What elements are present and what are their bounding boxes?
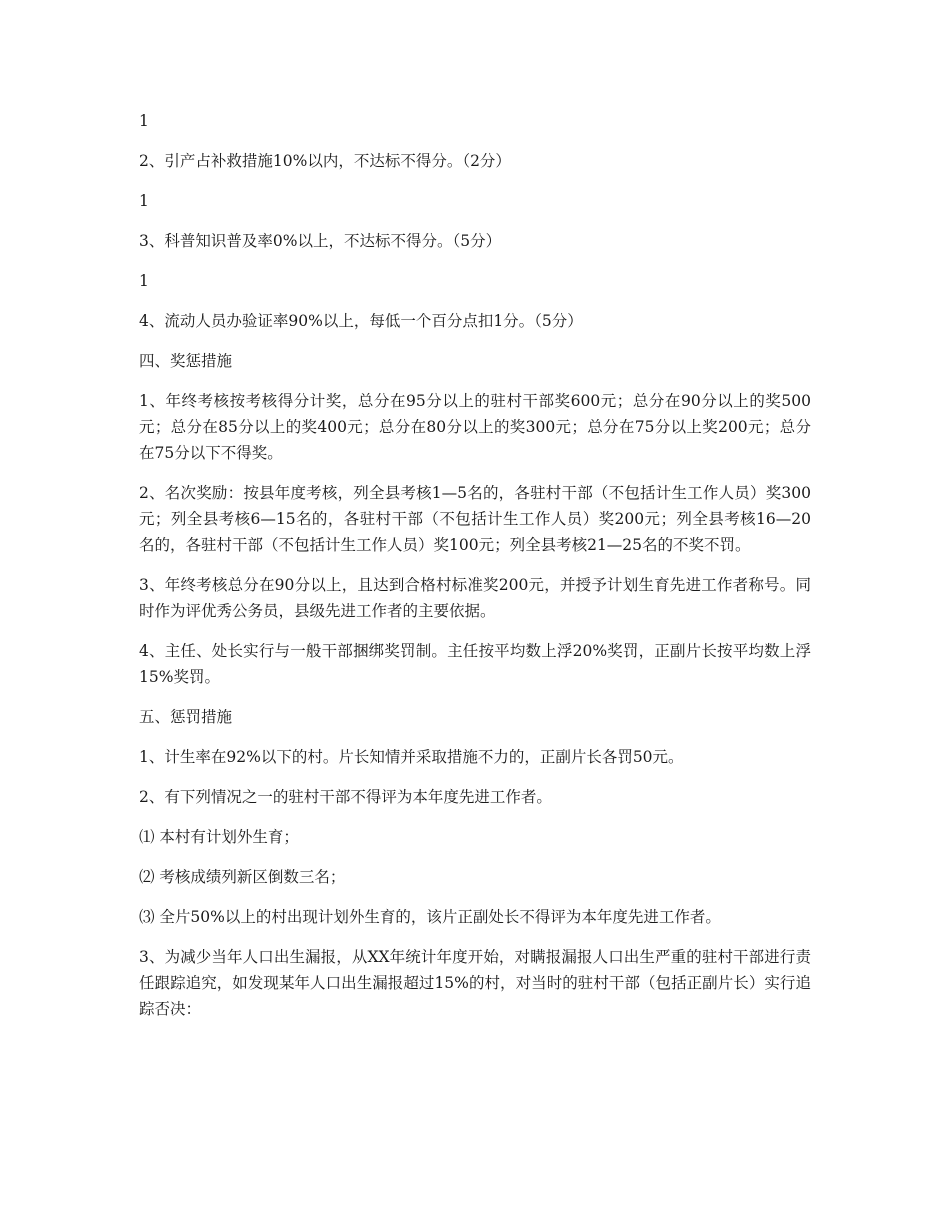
penalty-underreporting: 3、为减少当年人口出生漏报，从XX年统计年度开始，对瞒报漏报人口出生严重的驻村干部进行责任跟踪追究，如发现某年人口出生漏报超过15%的村，对当时的驻村干部（包括正副片长）实行追踪否决： [139, 948, 811, 1018]
criterion-floating-population: 4、流动人员办验证率90%以上，每低一个百分点扣1分。（5分） [139, 312, 583, 330]
page-number-marker: 1 [139, 272, 149, 290]
criterion-science-knowledge: 3、科普知识普及率0%以上，不达标不得分。（5分） [139, 232, 502, 250]
document-page [139, 108, 811, 1036]
page-number-marker: 1 [139, 112, 149, 130]
penalty-item-2: ⑵ 考核成绩列新区倒数三名； [139, 868, 346, 886]
reward-ranking: 2、名次奖励：按县年度考核，列全县考核1—5名的，各驻村干部（不包括计生工作人员）奖300元；列全县考核6—15名的，各驻村干部（不包括计生工作人员）奖200元；列全县考核16—20名的，各驻村干部（不包括计生工作人员）奖100元；列全县考核21—25名的不奖不罚。 [139, 484, 811, 554]
reward-annual-score: 1、年终考核按考核得分计奖，总分在95分以上的驻村干部奖600元；总分在90分以上的奖500元；总分在85分以上的奖400元；总分在80分以上的奖300元；总分在75分以上奖200元；总分在75分以下不得奖。 [139, 392, 811, 462]
reward-bundled-system: 4、主任、处长实行与一般干部捆绑奖罚制。主任按平均数上浮20%奖罚，正副片长按平均数上浮15%奖罚。 [139, 642, 811, 686]
section-heading-rewards: 四、奖惩措施 [139, 352, 233, 370]
section-heading-penalties: 五、惩罚措施 [139, 708, 233, 726]
page-number-marker: 1 [139, 192, 149, 210]
penalty-birth-rate: 1、计生率在92%以下的村。片长知情并采取措施不力的，正副片长各罚50元。 [139, 748, 684, 766]
reward-advanced-worker: 3、年终考核总分在90分以上，且达到合格村标准奖200元，并授予计划生育先进工作者称号。同时作为评优秀公务员，县级先进工作者的主要依据。 [139, 576, 811, 620]
criterion-induced-labor: 2、引产占补救措施10%以内，不达标不得分。（2分） [139, 152, 511, 170]
penalty-item-1: ⑴ 本村有计划外生育； [139, 828, 299, 846]
penalty-disqualification: 2、有下列情况之一的驻村干部不得评为本年度先进工作者。 [139, 788, 552, 806]
penalty-item-3: ⑶ 全片50%以上的村出现计划外生育的，该片正副处长不得评为本年度先进工作者。 [139, 908, 721, 926]
